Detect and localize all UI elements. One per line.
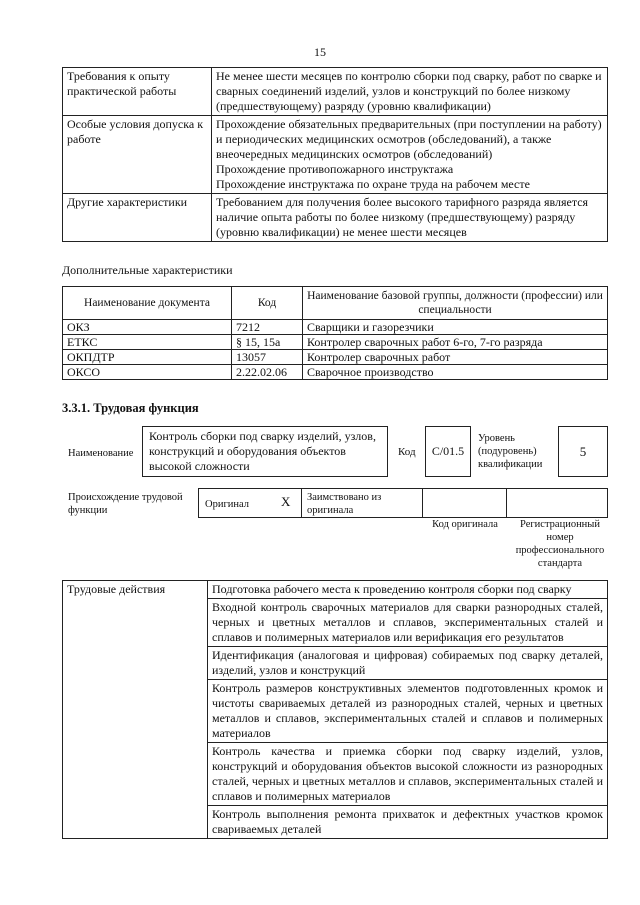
table-cell: 2.22.02.06 [232,365,303,380]
reg-number-box [506,488,608,518]
table-cell: ОКСО [63,365,232,380]
table-row [63,350,608,365]
row-line: Прохождение обязательных предварительных (при поступлении на работу) и периодических медицинских осмотров (обследований), а также внеочередных медицинских осмотров (обследований) [216,117,602,161]
reg-number-label: Регистрационный номер профессионального стандарта [515,519,605,569]
row-line: Прохождение инструктажа по охране труда на рабочем месте [216,177,530,191]
labor-actions-table [62,580,608,839]
function-heading: 3.3.1. Трудовая функция [62,401,199,415]
level-box: 5 [558,426,608,477]
row-label: Особые условия допуска к работе [63,116,212,194]
original-mark: X [281,494,291,509]
additional-heading: Дополнительные характеристики [62,263,233,277]
table-cell: ЕТКС [63,335,232,350]
row-label: Другие характеристики [63,194,212,242]
table-cell: ОКПДТР [63,350,232,365]
table-cell: Контролер сварочных работ [303,350,608,365]
original-label: Оригинал [205,499,249,510]
table-row [63,335,608,350]
table-row [63,581,608,599]
table-cell: Контролер сварочных работ 6-го, 7-го разряда [303,335,608,350]
column-header: Наименование документа [63,287,232,320]
classification-table [62,286,608,380]
function-name-box: Контроль сборки под сварку изделий, узлов, конструкций и оборудования объектов высокой сложности [142,426,388,477]
row-value: Требованием для получения более высокого тарифного разряда является наличие опыта работы по более низкому (предшествующему) разряду (уровню квалификации) не менее шести месяцев [212,194,608,242]
name-label: Наименование [68,448,134,459]
table-cell: § 15, 15а [232,335,303,350]
column-header: Наименование базовой группы, должности (профессии) или специальности [303,287,608,320]
table-row [63,194,608,242]
row-line: Прохождение противопожарного инструктажа [216,162,454,176]
table-cell: ОКЗ [63,320,232,335]
page-number: 15 [314,45,326,59]
origin-label: Происхождение трудовой функции [68,492,183,516]
row-value: Не менее шести месяцев по контролю сборки под сварку, работ по сварке и сварных соединений изделий, узлов и конструкций по более низкому (предшествующему) разряду (уровню квалификации) [212,68,608,116]
table-cell: Сварщики и газорезчики [303,320,608,335]
table-header-row [63,287,608,320]
code-label: Код [398,446,416,458]
table-row [63,320,608,335]
labor-action: Контроль качества и приемка сборки под сварку изделий, узлов, конструкций и оборудования объектов высокой сложности из разнородных сталей, черных и цветных металлов и сплавов, экспериментальных сталей и сплавов и полимерных материалов [208,743,608,806]
borrowed-label: Заимствовано из оригинала [307,492,382,516]
requirements-table [62,67,608,242]
code-original-box [422,488,507,518]
code-original-label: Код оригинала [432,519,498,530]
labor-action: Идентификация (аналоговая и цифровая) собираемых под сварку деталей, изделий, узлов и конструкций [208,647,608,680]
row-label: Требования к опыту практической работы [63,68,212,116]
labor-action: Входной контроль сварочных материалов для сварки разнородных сталей, черных и цветных металлов и сплавов, экспериментальных сталей и сплавов и полимерных материалов или верификация его результатов [208,599,608,647]
borrowed-box [301,488,423,518]
table-row [63,68,608,116]
labor-action: Контроль размеров конструктивных элементов подготовленных кромок и чистоты свариваемых деталей из разнородных сталей, черных и цветных металлов и сплавов, экспериментальных сталей и сплавов и полимерных материалов [208,680,608,743]
table-row [63,365,608,380]
labor-actions-label: Трудовые действия [63,581,208,839]
level-label: Уровень (подуровень) квалификации [478,433,543,470]
original-box [198,488,302,518]
function-code-box: C/01.5 [425,426,471,477]
table-cell: Сварочное производство [303,365,608,380]
table-row [63,116,608,194]
labor-action: Подготовка рабочего места к проведению контроля сборки под сварку [208,581,608,599]
labor-action: Контроль выполнения ремонта прихваток и дефектных участков кромок свариваемых деталей [208,806,608,839]
row-value [212,116,608,194]
column-header: Код [232,287,303,320]
table-cell: 7212 [232,320,303,335]
table-cell: 13057 [232,350,303,365]
